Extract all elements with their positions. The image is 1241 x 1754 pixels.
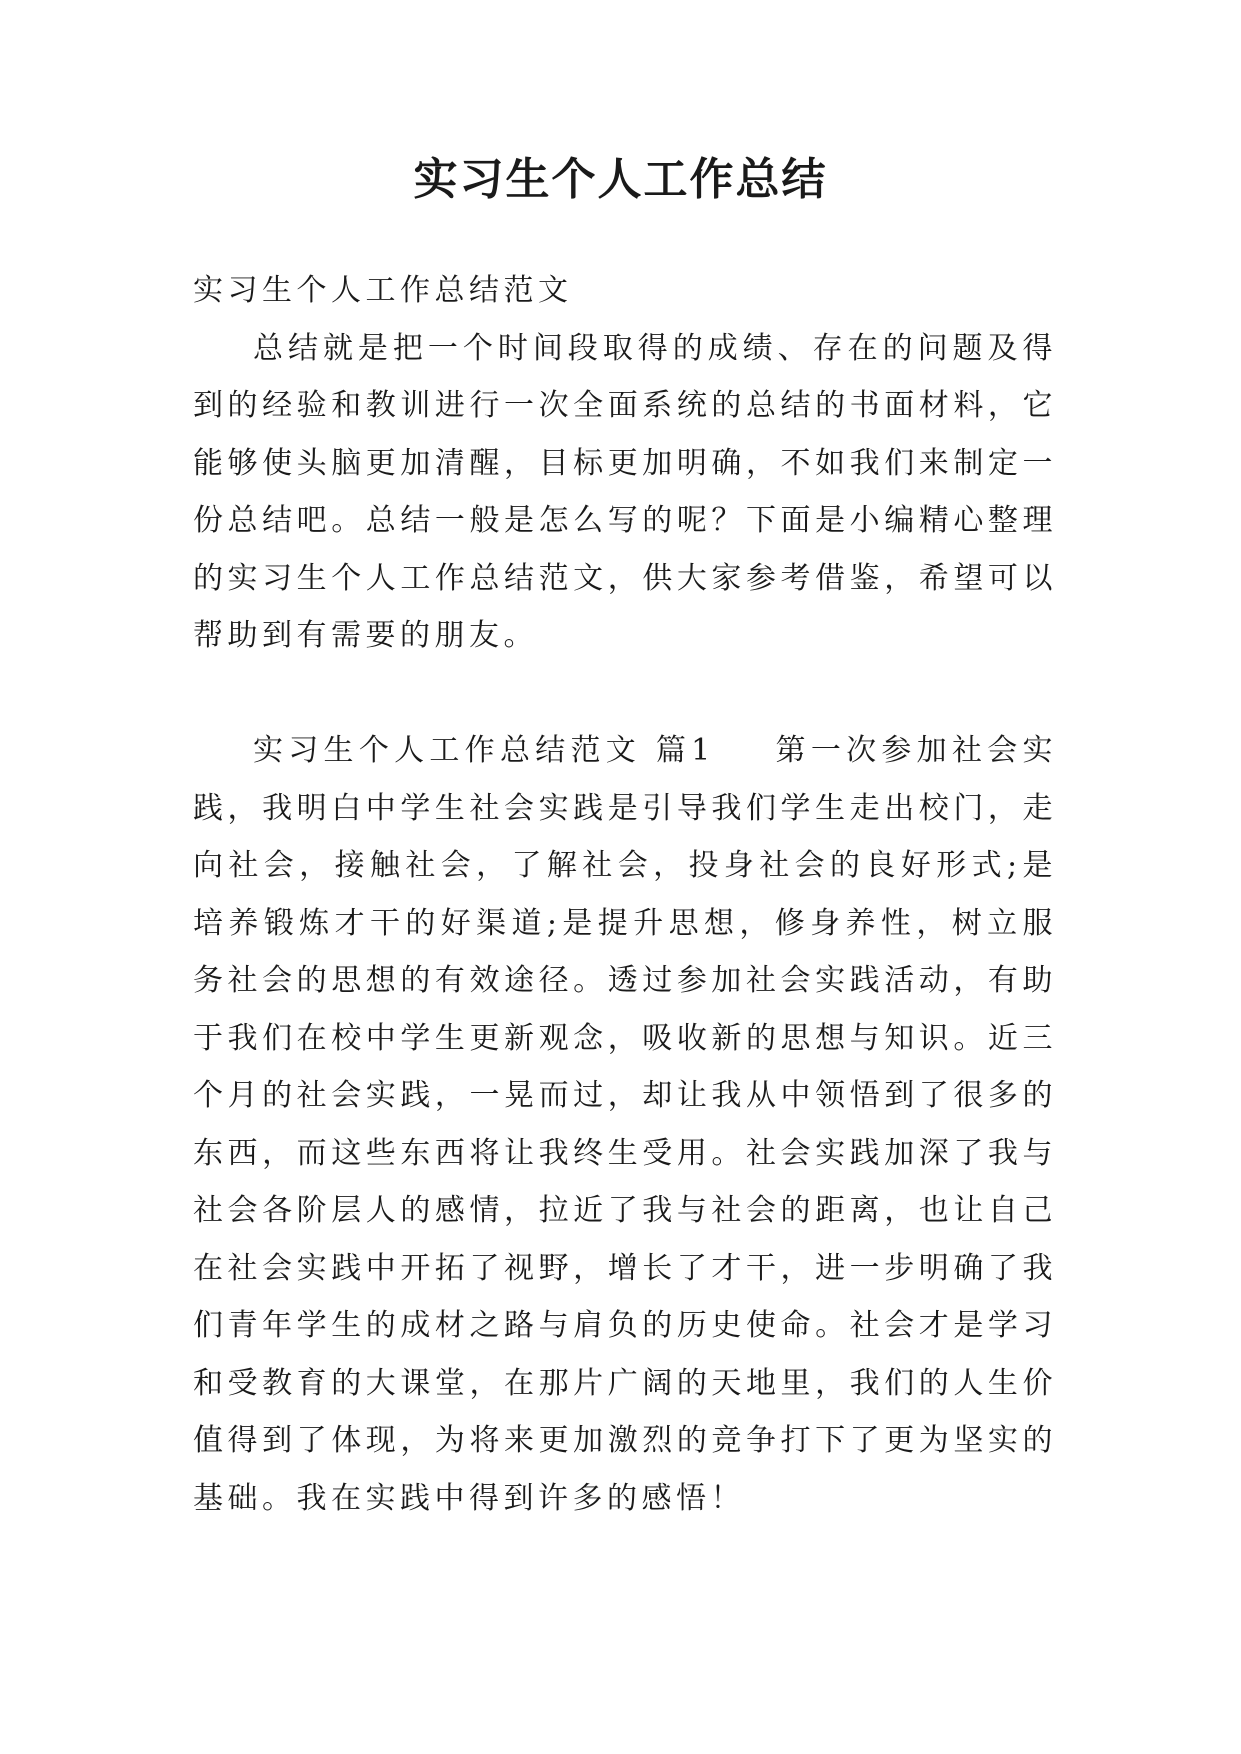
document-title: 实习生个人工作总结 — [413, 154, 828, 205]
intro-paragraph: 总结就是把一个时间段取得的成绩、存在的问题及得到的经验和教训进行一次全面系统的总结的书面材料，它能够使头脑更加清醒，目标更加明确，不如我们来制定一份总结吧。总结一般是怎么写的呢？下面是小编精心整理的实习生个人工作总结范文，供大家参考借鉴，希望可以帮助到有需要的朋友。 — [193, 330, 1057, 653]
document-body — [193, 262, 1057, 1527]
document-subtitle: 实习生个人工作总结范文 — [193, 273, 573, 308]
section-body: 第一次参加社会实践，我明白中学生社会实践是引导我们学生走出校门，走向社会，接触社会，了解社会，投身社会的良好形式;是培养锻炼才干的好渠道;是提升思想，修身养性，树立服务社会的思想的有效途径。透过参加社会实践活动，有助于我们在校中学生更新观念，吸收新的思想与知识。近三个月的社会实践，一晃而过，却让我从中领悟到了很多的东西，而这些东西将让我终生受用。社会实践加深了我与社会各阶层人的感情，拉近了我与社会的距离，也让自己在社会实践中开拓了视野，增长了才干，进一步明确了我们青年学生的成材之路与肩负的历史使命。社会才是学习和受教育的大课堂，在那片广阔的天地里，我们的人生价值得到了体现，为将来更加激烈的竞争打下了更为坚实的基础。我在实践中得到许多的感悟！ — [193, 733, 1058, 1516]
section-paragraph — [193, 722, 1057, 1527]
section-heading: 实习生个人工作总结范文 篇1 — [253, 733, 715, 768]
